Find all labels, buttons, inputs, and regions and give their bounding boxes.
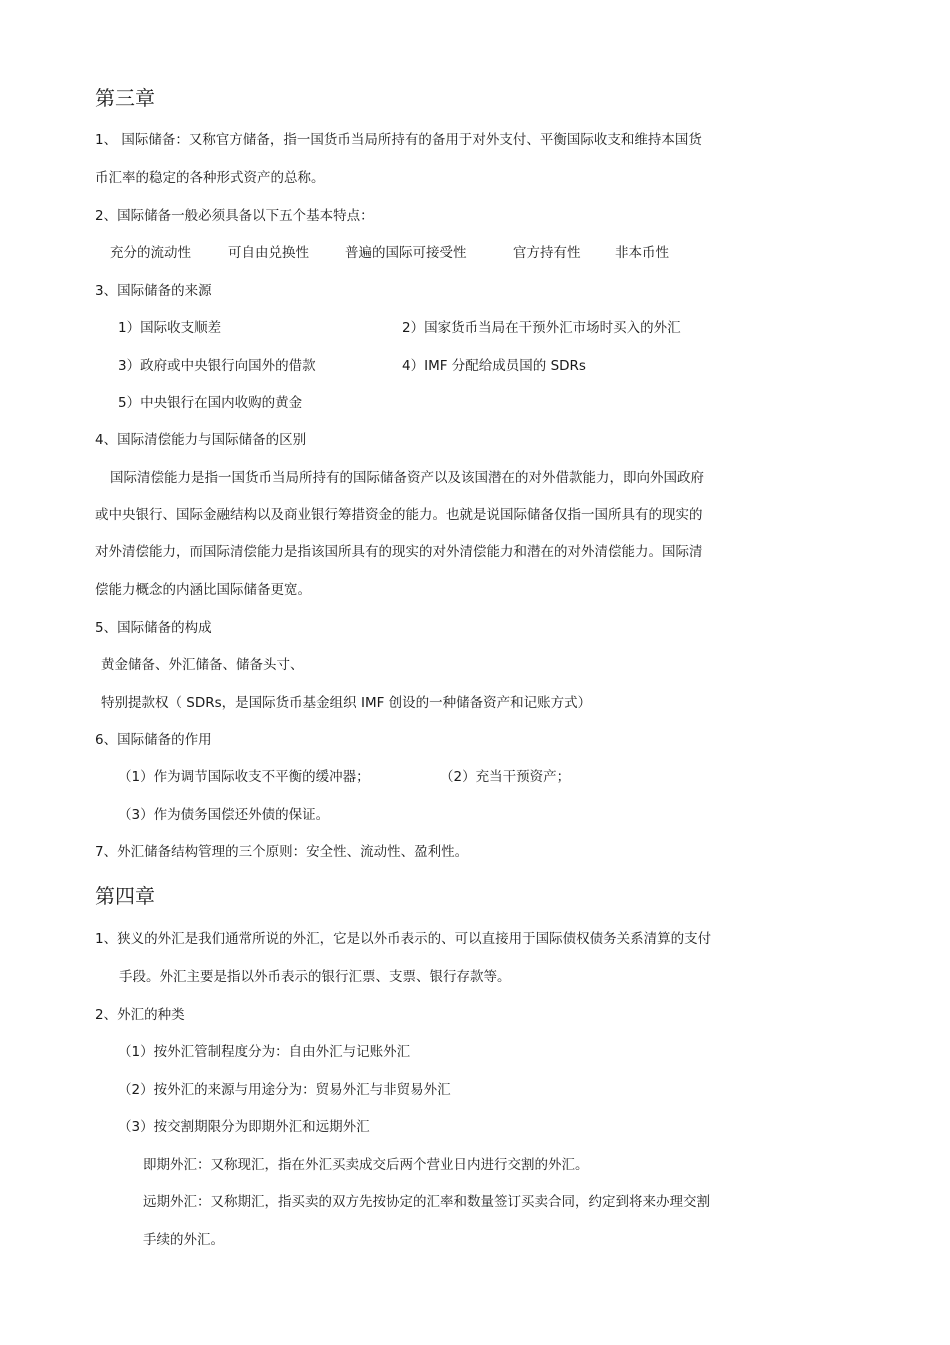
feature-2: 可自由兑换性 <box>228 245 309 261</box>
ch3-para-4-line-3: 对外清偿能力，而国际清偿能力是指该国所具有的现实的对外清偿能力和潜在的对外清偿能力。国际清 <box>95 544 703 560</box>
source-2: 2）国家货币当局在干预外汇市场时买入的外汇 <box>402 320 681 336</box>
composition-line-2: 特别提款权（ SDRs，是国际货币基金组织 IMF 创设的一种储备资产和记账方式） <box>101 695 592 711</box>
fx-kind-2: （2）按外汇的来源与用途分为：贸易外汇与非贸易外汇 <box>118 1082 451 1098</box>
ch3-item-3: 3、国际储备的来源 <box>95 283 212 299</box>
forward-fx-definition-line-2: 手续的外汇。 <box>143 1232 224 1248</box>
forward-fx-definition-line-1: 远期外汇：又称期汇，指买卖的双方先按协定的汇率和数量签订买卖合同，约定到将来办理交割 <box>143 1194 710 1210</box>
feature-3: 普遍的国际可接受性 <box>345 245 467 261</box>
ch3-item-1-line-1: 1、 国际储备：又称官方储备，指一国货币当局所持有的备用于对外支付、平衡国际收支和维持本国货 <box>95 132 702 148</box>
feature-5: 非本币性 <box>615 245 669 261</box>
ch4-item-1-line-2: 手段。外汇主要是指以外币表示的银行汇票、支票、银行存款等。 <box>119 969 511 985</box>
ch3-para-4-line-1: 国际清偿能力是指一国货币当局所持有的国际储备资产以及该国潜在的对外借款能力，即向外国政府 <box>110 470 704 486</box>
source-1: 1）国际收支顺差 <box>118 320 222 336</box>
source-4: 4）IMF 分配给成员国的 SDRs <box>402 358 586 374</box>
composition-line-1: 黄金储备、外汇储备、储备头寸、 <box>101 657 304 673</box>
fx-kind-1: （1）按外汇管制程度分为：自由外汇与记账外汇 <box>118 1044 411 1060</box>
spot-fx-definition: 即期外汇：又称现汇，指在外汇买卖成交后两个营业日内进行交割的外汇。 <box>143 1157 589 1173</box>
chapter-3-title: 第三章 <box>95 86 155 110</box>
ch3-item-6: 6、国际储备的作用 <box>95 732 212 748</box>
ch3-item-5: 5、国际储备的构成 <box>95 620 212 636</box>
source-3: 3）政府或中央银行向国外的借款 <box>118 358 316 374</box>
fx-kind-3: （3）按交割期限分为即期外汇和远期外汇 <box>118 1119 370 1135</box>
role-3: （3）作为债务国偿还外债的保证。 <box>118 807 330 823</box>
ch4-item-1-line-1: 1、狭义的外汇是我们通常所说的外汇，它是以外币表示的、可以直接用于国际债权债务关系清算的支付 <box>95 931 712 947</box>
ch3-item-4: 4、国际清偿能力与国际储备的区别 <box>95 432 307 448</box>
source-5: 5）中央银行在国内收购的黄金 <box>118 395 303 411</box>
chapter-4-title: 第四章 <box>95 884 155 908</box>
ch3-item-2: 2、国际储备一般必须具备以下五个基本特点： <box>95 208 374 224</box>
ch3-para-4-line-2: 或中央银行、国际金融结构以及商业银行筹措资金的能力。也就是说国际储备仅指一国所具有的现实的 <box>95 507 703 523</box>
ch3-para-4-line-4: 偿能力概念的内涵比国际储备更宽。 <box>95 582 311 598</box>
ch3-item-1-line-2: 币汇率的稳定的各种形式资产的总称。 <box>95 170 325 186</box>
role-1: （1）作为调节国际收支不平衡的缓冲器； <box>118 769 370 785</box>
ch4-item-2: 2、外汇的种类 <box>95 1007 185 1023</box>
feature-1: 充分的流动性 <box>110 245 191 261</box>
ch3-item-7: 7、外汇储备结构管理的三个原则：安全性、流动性、盈利性。 <box>95 844 469 860</box>
feature-4: 官方持有性 <box>513 245 581 261</box>
role-2: （2）充当干预资产； <box>440 769 571 785</box>
